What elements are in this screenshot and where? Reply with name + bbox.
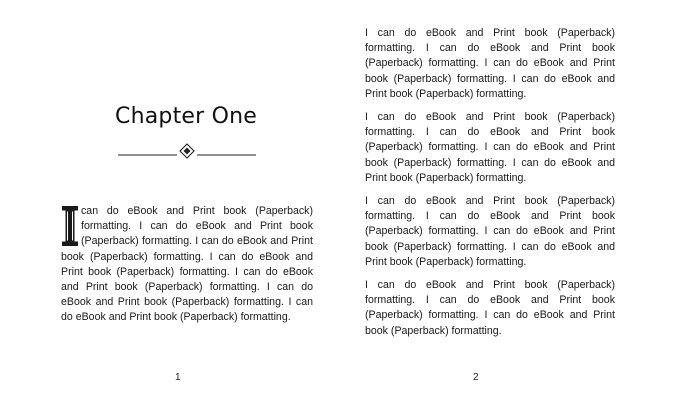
diamond-divider-icon	[118, 143, 256, 159]
right-page	[340, 0, 680, 409]
paragraph: I can do eBook and Print book (Paperback) formatting. I can do eBook and Print book (Paperback) formatting. I can do eBook and Print book (Paperback) formatting.	[365, 279, 615, 337]
drop-cap	[61, 205, 79, 247]
first-paragraph	[61, 204, 313, 326]
first-paragraph-text: can do eBook and Print book (Paperback) formatting. I can do eBook and Print book (Paperback) formatting. I can do eBook and Print book (Paperback) formatting. I can do eBook and Print book (Paperback) formatting. I can do eBook and Print book (Paperback) formatting. I can do eBook and Print book (Paperback) formatting. I can do eBook and Print book (Paperback) formatting.	[61, 205, 313, 324]
paragraph: I can do eBook and Print book (Paperback) formatting. I can do eBook and Print book (Paperback) formatting. I can do eBook and Print book (Paperback) formatting. I can do eBook and Print book (Paperback) formatting.	[365, 195, 615, 268]
page-number: 1	[175, 372, 181, 383]
paragraph: I can do eBook and Print book (Paperback) formatting. I can do eBook and Print book (Paperback) formatting. I can do eBook and Print book (Paperback) formatting. I can do eBook and Print book (Paperback) formatting.	[365, 111, 615, 184]
chapter-title: Chapter One	[115, 104, 257, 129]
paragraph: I can do eBook and Print book (Paperback) formatting. I can do eBook and Print book (Paperback) formatting. I can do eBook and Print book (Paperback) formatting. I can do eBook and Print book (Paperback) formatting.	[365, 27, 615, 100]
page-number: 2	[473, 372, 479, 383]
